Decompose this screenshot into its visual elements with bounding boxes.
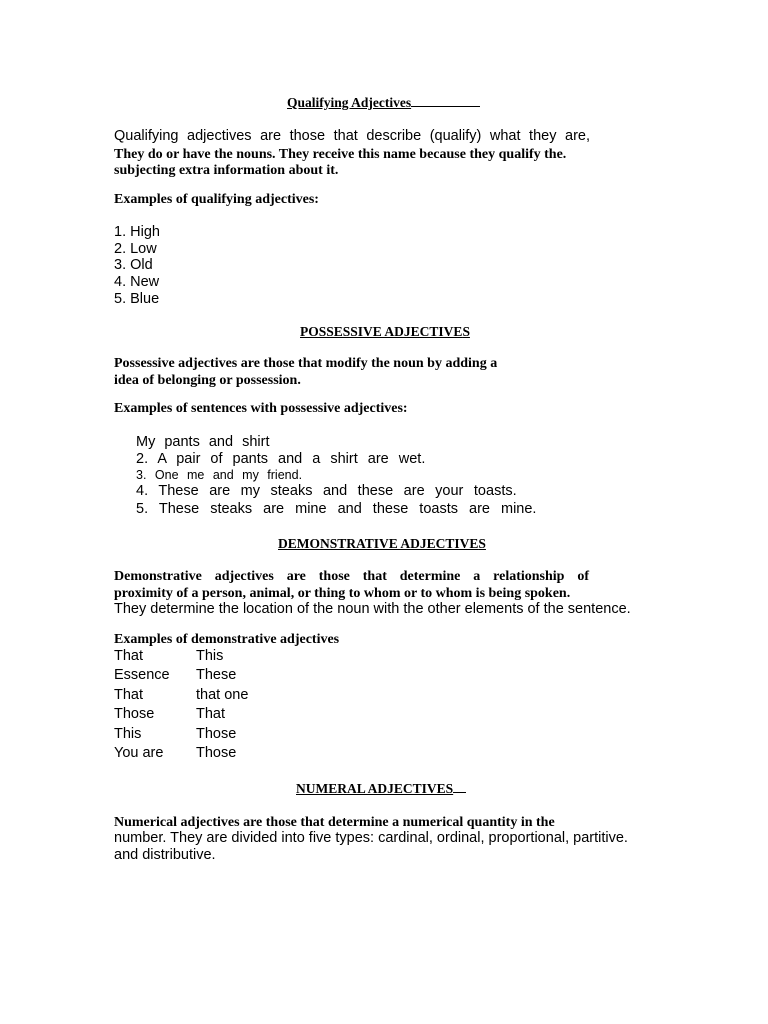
demonstrative-heading — [278, 535, 486, 552]
list-item: That — [114, 648, 144, 664]
demonstrative-heading-text: DEMONSTRATIVE ADJECTIVE — [278, 536, 479, 551]
list-item: that one — [196, 686, 249, 703]
heading-underline-gap — [411, 94, 480, 107]
numeral-line-3: and distributive. — [114, 847, 216, 863]
demonstrative-examples-label: Examples of demonstrative adjectives — [114, 632, 340, 647]
list-item: That — [114, 686, 144, 703]
numeral-line-1: Numerical adjectives are those that determine a numerical quantity in the — [114, 815, 555, 830]
possessive-heading-tail: S — [462, 324, 470, 339]
demonstrative-line-1: Demonstrative adjectives are those that determine a relationship of — [114, 569, 589, 584]
list-item: Those — [114, 706, 155, 723]
list-item: Essence — [114, 667, 170, 684]
qualifying-line-1: Qualifying adjectives are those that describe (qualify) what they are, — [114, 128, 590, 144]
possessive-heading-text: POSSESSIVE ADJECTIVE — [300, 324, 463, 339]
list-item: 3. Old — [114, 257, 153, 274]
qualifying-examples-list — [114, 224, 160, 308]
demonstrative-line-2: proximity of a person, animal, or thing to whom or to whom is being spoken. — [114, 586, 571, 601]
qualifying-line-2: They do or have the nouns. They receive this name because they qualify the. — [114, 147, 567, 162]
possessive-heading — [300, 323, 470, 340]
list-item: Those — [196, 745, 237, 762]
numeral-heading-text: NUMERAL ADJECTIVES — [296, 781, 454, 796]
possessive-sentence-4: 4. These are my steaks and these are your toasts. — [136, 483, 517, 499]
possessive-sentence-1: My pants and shirt — [136, 434, 270, 450]
list-item: 4. New — [114, 274, 160, 291]
heading-underline-gap — [453, 780, 466, 793]
demonstrative-heading-tail: S — [478, 536, 486, 551]
list-item: This — [196, 648, 224, 664]
possessive-line-1: Possessive adjectives are those that modify the noun by adding a — [114, 356, 498, 371]
possessive-line-2: idea of belonging or possession. — [114, 373, 301, 388]
demonstrative-line-3: They determine the location of the noun with the other elements of the sentence. — [114, 601, 631, 617]
possessive-examples-label: Examples of sentences with possessive adjectives: — [114, 401, 408, 416]
list-item: This — [114, 725, 142, 742]
qualifying-examples-label: Examples of qualifying adjectives: — [114, 192, 319, 207]
demonstrative-right-column — [196, 647, 248, 763]
list-item: You are — [114, 745, 164, 762]
list-item: Those — [196, 725, 237, 742]
qualifying-line-3: subjecting extra information about it. — [114, 163, 339, 178]
qualifying-heading-text: Qualifying Adjectives — [287, 95, 412, 110]
possessive-sentence-5: 5. These steaks are mine and these toasts are mine. — [136, 501, 537, 517]
qualifying-heading — [287, 94, 480, 111]
numeral-heading — [296, 780, 466, 797]
possessive-sentence-3: 3. One me and my friend. — [136, 468, 303, 482]
list-item: That — [196, 706, 226, 723]
list-item: 5. Blue — [114, 290, 160, 307]
numeral-line-2: number. They are divided into five types: cardinal, ordinal, proportional, partitive. — [114, 830, 628, 846]
list-item: 1. High — [114, 224, 160, 240]
possessive-sentence-2: 2. A pair of pants and a shirt are wet. — [136, 451, 426, 467]
demonstrative-left-column — [114, 647, 170, 763]
list-item: These — [196, 667, 237, 684]
list-item: 2. Low — [114, 240, 157, 257]
